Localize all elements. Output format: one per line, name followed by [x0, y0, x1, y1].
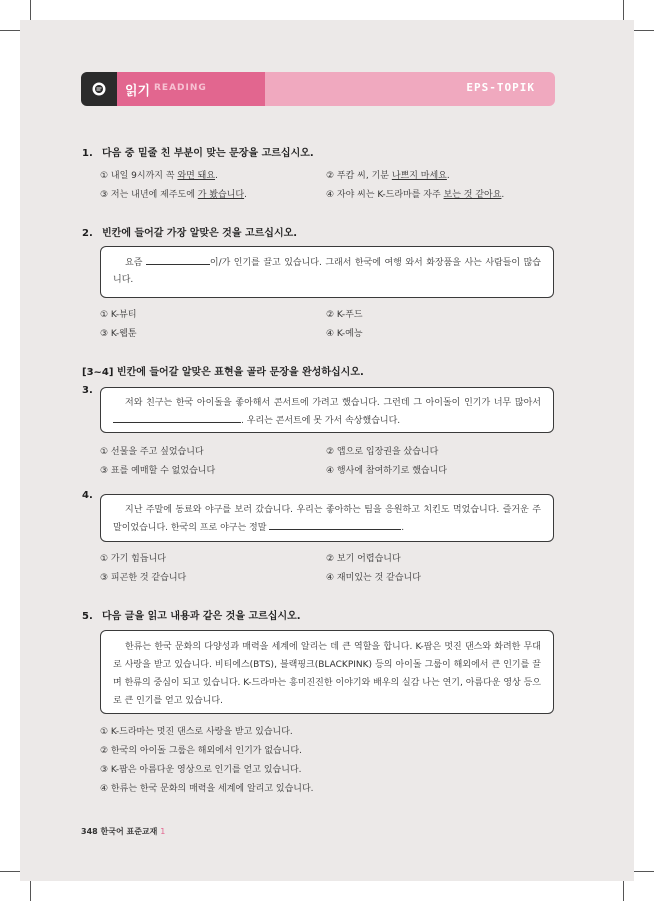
q2-option-2[interactable]: ② K-푸드 [326, 310, 363, 320]
section-subtitle: READING [154, 83, 207, 93]
crop-mark [30, 881, 31, 901]
crop-mark [0, 30, 20, 31]
underlined-text: 와면 돼요 [177, 171, 216, 181]
option-suffix: . [215, 171, 218, 181]
crop-mark [30, 0, 31, 20]
question-number: 5. [82, 611, 93, 622]
crop-mark [634, 30, 654, 31]
speech-bubble-icon [91, 81, 107, 97]
q2-passage-box [100, 246, 554, 298]
crop-mark [634, 871, 654, 872]
reading-icon-box [81, 72, 117, 106]
section-3-4-instruction: [3~4] 빈칸에 들어갈 알맞은 표현을 골라 문장을 완성하십시오. [82, 367, 364, 378]
q5-option-3[interactable]: ③ K-팝은 아름다운 영상으로 인기를 얻고 있습니다. [100, 765, 302, 775]
underlined-text: 나쁘지 마세요 [391, 171, 447, 181]
crop-mark [623, 0, 624, 20]
q3-passage-box [100, 387, 554, 433]
question-4-number: 4. [82, 490, 93, 501]
q3-option-4[interactable]: ④ 행사에 참여하기로 했습니다 [326, 466, 447, 476]
passage-text: 지난 주말에 동료와 야구를 보러 갔습니다. 우리는 좋아하는 팀을 응원하고 치킨도 먹었습니다. 즐거운 주말이었습니다. 한국의 프로 야구는 정말 [113, 505, 541, 533]
question-1-prompt [82, 144, 314, 159]
q5-option-4[interactable]: ④ 한류는 한국 문화의 매력을 세계에 알리고 있습니다. [100, 784, 314, 794]
book-volume: 1 [160, 827, 166, 836]
book-title: 한국어 표준교재 [100, 827, 158, 836]
q2-option-3[interactable]: ③ K-웹툰 [100, 329, 137, 339]
passage-text: . 우리는 콘서트에 못 가서 속상했습니다. [241, 416, 401, 426]
underlined-text: 가 봤습니다 [197, 190, 245, 200]
option-text: ① 내일 9시까지 꼭 [100, 171, 178, 181]
crop-mark [0, 871, 20, 872]
underlined-text: 보는 것 같아요 [443, 190, 502, 200]
question-5-prompt [82, 607, 301, 622]
q4-option-3[interactable]: ③ 피곤한 것 같습니다 [100, 573, 187, 583]
option-text: ③ 저는 내년에 제주도에 [100, 190, 198, 200]
q1-option-4[interactable] [326, 187, 504, 200]
answer-blank [269, 519, 401, 530]
q3-option-3[interactable]: ③ 표를 예매할 수 없었습니다 [100, 466, 216, 476]
q5-option-1[interactable]: ① K-드라마는 멋진 댄스로 사랑을 받고 있습니다. [100, 727, 293, 737]
option-text: ② 푸캄 씨, 기분 [326, 171, 392, 181]
passage-text: 저와 친구는 한국 아이돌을 좋아해서 콘서트에 가려고 했습니다. 그런데 그 아이돌이 인기가 너무 많아서 [125, 398, 541, 408]
q3-option-2[interactable]: ② 앱으로 입장권을 샀습니다 [326, 447, 439, 457]
q3-option-1[interactable]: ① 선물을 주고 싶었습니다 [100, 447, 204, 457]
section-title: 읽기 [125, 84, 151, 99]
question-text: 다음 글을 읽고 내용과 같은 것을 고르십시오. [102, 611, 301, 622]
brand-logo-text: EPS-TOPIK [466, 81, 535, 94]
answer-blank [146, 254, 210, 265]
q4-option-4[interactable]: ④ 재미있는 것 같습니다 [326, 573, 421, 583]
q4-option-1[interactable]: ① 가기 힘듭니다 [100, 554, 166, 564]
q2-option-1[interactable]: ① K-뷰티 [100, 310, 137, 320]
page-footer [81, 826, 165, 837]
question-number: 2. [82, 228, 93, 239]
question-text: 빈칸에 들어갈 가장 알맞은 것을 고르십시오. [102, 228, 298, 239]
passage-text: . [401, 523, 405, 533]
q5-option-2[interactable]: ② 한국의 아이돌 그룹은 해외에서 인기가 없습니다. [100, 746, 302, 756]
q4-passage-box [100, 494, 554, 542]
passage-text: 요즘 [125, 258, 146, 268]
section-header [81, 72, 555, 106]
option-suffix: . [501, 190, 505, 200]
q1-option-1[interactable] [100, 168, 218, 181]
answer-blank [113, 412, 241, 423]
question-2-prompt [82, 224, 297, 239]
q1-option-2[interactable] [326, 168, 450, 181]
q5-passage-box: 한류는 한국 문화의 다양성과 매력을 세계에 알리는 데 큰 역할을 합니다. K-팝은 멋진 댄스와 화려한 무대로 사랑을 받고 있습니다. 비티에스(BTS), 블랙핑크(BLACKPINK) 등의 아이돌 그룹이 해외에서 큰 인기를 끌며 한류의 중심이 되고 있습니다. K-드라마는 흥미진진한 이야기와 배우의 실감 나는 연기, 아름다운 영상 등으로 큰 인기를 얻고 있습니다. [100, 630, 554, 714]
question-text: 다음 중 밑줄 친 부분이 맞는 문장을 고르십시오. [102, 148, 314, 159]
question-number: 1. [82, 148, 93, 159]
option-suffix: . [446, 171, 450, 181]
page-number: 348 [81, 827, 98, 836]
option-text: ④ 자야 씨는 K-드라마를 자주 [326, 190, 444, 200]
option-suffix: . [244, 190, 247, 200]
q2-option-4[interactable]: ④ K-예능 [326, 329, 363, 339]
q1-option-3[interactable] [100, 187, 247, 200]
q4-option-2[interactable]: ② 보기 어렵습니다 [326, 554, 401, 564]
crop-mark [623, 881, 624, 901]
passage-text: 이/가 인기를 끌고 있습니다. 그래서 한국에 여행 와서 화장품을 사는 사람들이 많습니다. [113, 258, 541, 285]
question-3-number: 3. [82, 385, 93, 396]
